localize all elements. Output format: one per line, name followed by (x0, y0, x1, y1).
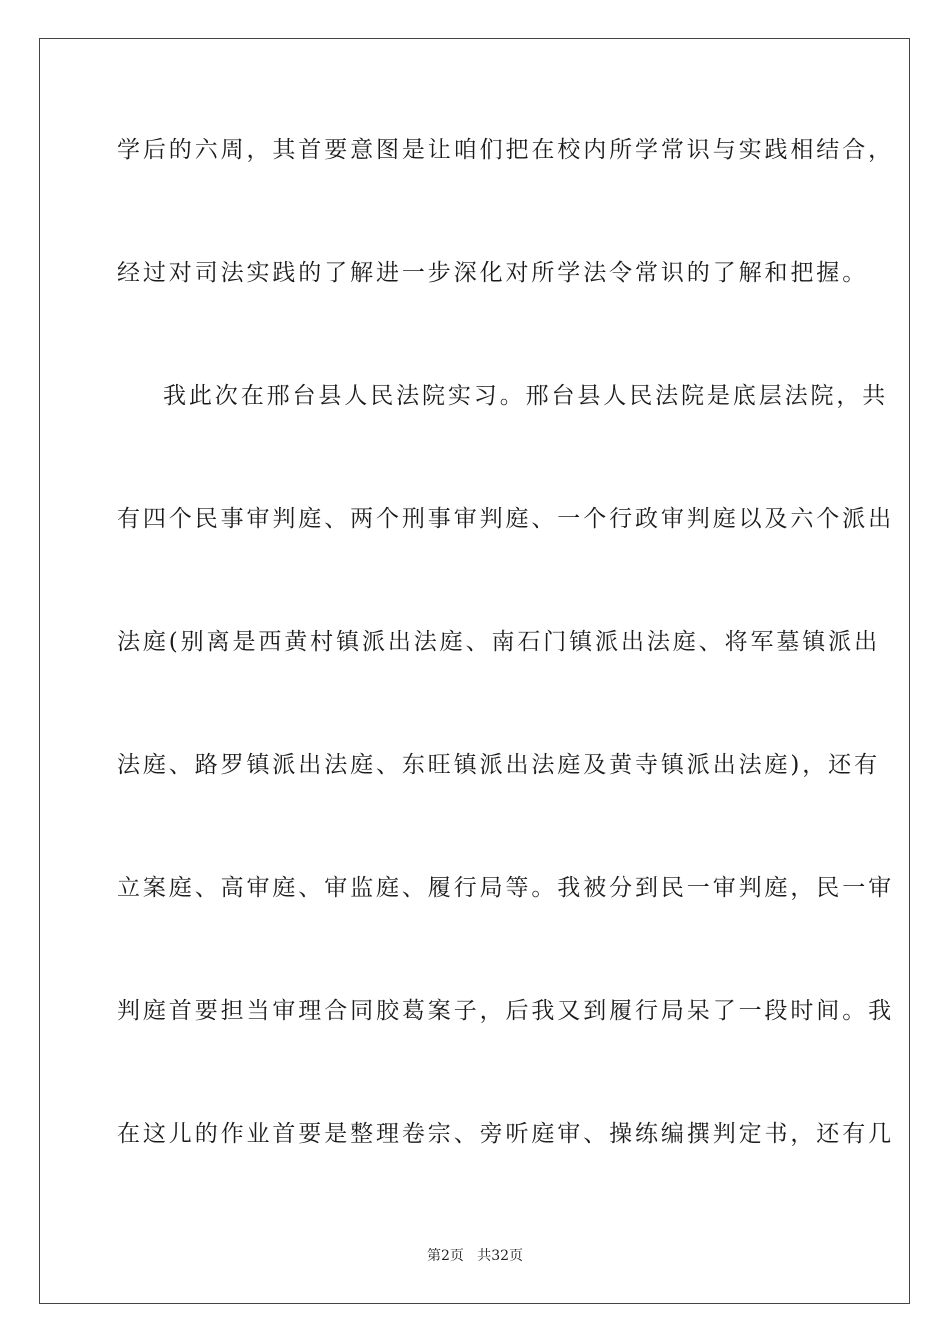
paragraph-line-2: 经过对司法实践的了解进一步深化对所学法令常识的了解和把握。 (117, 260, 869, 286)
paragraph-line-8: 判庭首要担当审理合同胶葛案子，后我又到履行局呆了一段时间。我 (117, 998, 894, 1024)
paragraph-line-3: 我此次在邢台县人民法院实习。邢台县人民法院是底层法院，共 (163, 383, 889, 409)
paragraph-line-4: 有四个民事审判庭、两个刑事审判庭、一个行政审判庭以及六个派出 (117, 506, 894, 532)
paragraph-line-6: 法庭、路罗镇派出法庭、东旺镇派出法庭及黄寺镇派出法庭)，还有 (117, 752, 880, 778)
paragraph-line-1: 学后的六周，其首要意图是让咱们把在校内所学常识与实践相结合， (117, 137, 894, 163)
paragraph-line-7: 立案庭、高审庭、审监庭、履行局等。我被分到民一审判庭，民一审 (117, 875, 894, 901)
page-footer: 第2页 共32页 (426, 1248, 524, 1264)
paragraph-line-9: 在这儿的作业首要是整理卷宗、旁听庭审、操练编撰判定书，还有几 (117, 1121, 894, 1147)
page-border (39, 38, 910, 1304)
paragraph-line-5: 法庭(别离是西黄村镇派出法庭、南石门镇派出法庭、将军墓镇派出 (117, 629, 880, 655)
